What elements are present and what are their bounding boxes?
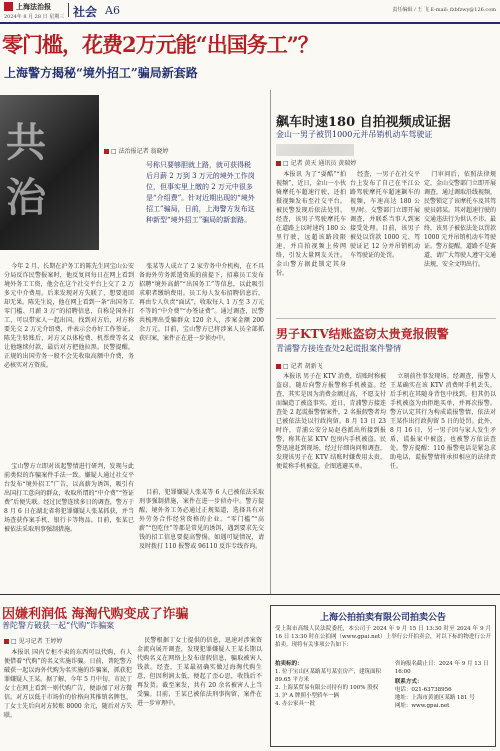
date-line: 2024年 8 月 28 日 星期三 [4,14,65,20]
lead-intro: 号称只要够胆就上路，就可获得税后月薪 2 万到 3 万元的境外工作岗位，但事实里上缴的 2 万元中很多是“介绍费”。针对近期出现的“境外招工”骗局，日前，上海警方发布这种新型“境外招工”骗局的新套路。 [146,161,255,224]
auction-contact: 电话：021-63738956 [394,687,452,693]
right1-column-3: 门审问后，依照法律规定，金山交警部门立即开展调查，通过调取沿线视频，民警锁定了该摩托车及其驾驶员韩某。其对超速行驶的交通违法行为供认不讳。最终，该男子被依法处以罚款 1000 元并吊销机动车驾驶证。警方提醒，道路不是赛道，请广大驾驶人遵守交通法规，安全文明出行。 [424,171,496,268]
right2-column-2: 立刻前往事发现场。经调查，报警人王某确实在该 KTV 消费时手机丢失，后手机在其随身背包中找到，但其仍以手机被盗为由拒绝买单，并再次报警。警方认定其行为构成谎报警情，依法对王某作出行政拘留 5 日的处罚。此外，8 月 16 日，另一男子因与家人发生矛盾，谎报家中被盗，也被警方依法查处。警方提醒：110 报警电话是紧急求助电话，谎报警情将承担相应的法律责任。 [390,373,496,470]
auction-title: 上海公拍拍卖有限公司拍卖公告 [319,613,446,623]
lead-column-3: 张某等人成立了 2 家劳务中介机构，在不具备海外劳务派遣资质的前提下，招募员工发布招聘“境外高薪”“出国务工”等信息，以此吸引求职者缴纳费用。员工每人发布招聘信息后，再由专人负责“面试”，收取每人 1 万至 3 万元不等的“中介费”“办签证费”。通过调查，民警共梳理出受骗群众 120 余人，涉案金额 200 余万元。目前，宝山警方已将涉案人员全部抓获归案，案件正在进一步侦办中。 [139,263,264,342]
byline-icon [276,161,281,166]
auction-item: 4. 办公家具一批 [275,701,315,707]
bottom-title: 因嫌利润低 海淘代购变成了诈骗 [2,607,189,622]
byline-icon [4,639,9,644]
bottom-column-1: 本报讯 国内专柜不卖的东西可以代购，有人便借着“代购”的名义实施诈骗。日前，普陀警方破获一起以海外代购为名实施的诈骗案，抓获犯罪嫌疑人王某。据了解，今年 5 月中旬，市民丁女士在网上看到一则代购广告，便添加了对方微信。对方以低于市场价的价格向其推销名牌包，丁女士先后向对方转账 8000 余元，随后对方失联。 [4,649,132,719]
right2-column-1: 本报讯 男子在 KTV 消费，结账时称被盗窃，随后向警方报警称手机被盗。经查，其实是因为消费金额过高，不愿支付而编造了被盗事实。近日，青浦警方接连查处 2 起谎报警情案件，2 名报假警者均已被依法处以行政拘留。8 月 13 日 23 时许，青浦公安分局赵巷派出所接到报警，称其在某 KTV 包房内手机被盗。民警迅速赶到现场，经过仔细询问和调查，发现该男子在 KTV 结账时嫌费用太贵，便谎称手机被盗，企图逃避买单。 [276,373,386,470]
auction-contact: 地址：上海市黄浦区某路 181 号 [394,695,475,701]
auction-item: 1. 位于宝山区某路某号某室房产，建筑面积 89.65 平方米 [275,669,381,683]
bottom-byline: □ 见习记者 王婷婷 [4,636,62,645]
auction-items-title: 拍卖标的： [275,661,303,667]
masthead-logo [4,2,13,11]
photo-watermark: 共 治 [6,119,46,221]
lead-title: 零门槛，花费2万元能“出国务工”？ [2,32,318,57]
right1-byline: □ 记者 黄天 通讯员 黄瑞婷 [276,158,356,167]
auction-contact-title: 联系方式： [394,679,423,685]
auction-item: 2. 上海某贸易有限公司持有的 100% 股权 [275,685,379,691]
editors-line: 责任编辑 / 王 飞 E-mail: fzbfzwy@126.com [392,7,496,13]
auction-deadline: 咨询报名截止日：2024 年 9 月 13 日 16:00 [394,661,489,675]
lead-photo [0,95,99,250]
lead-column-2: 宝山警方立即对该起警情进行研判，发现与此前类似的诈骗案件手法一致。嫌疑人通过社交平台发布“境外招工”广告，以高薪为诱饵，吸引有出国打工意向的群众，收取所谓的“中介费”“签证费”后便失联。经过民警连续多日的调查，警方于 8 月 6 日在湖北省将犯罪嫌疑人张某抓获，并当场查获作案手机、银行卡等物品。目前，张某已被依法采取刑事强制措施。 [4,463,134,533]
bottom-subtitle: 普陀警方破获一起“代购”诈骗案 [2,621,115,630]
auction-body: 受上海市高级人民法院委托，本公司于 2024 年 9 月 15 日 13:30 时至 2024 年 9 月 16 日 13:30 时在公拍网（www.gpai.net）上举行公开拍卖会，对以下标的物进行公开拍卖。现将有关事项公告如下： [275,626,491,648]
right1-title: 飙车时速180 自拍视频成证据 [276,115,451,130]
byline-icon [276,364,281,369]
bottom-column-2: 民警根据丁女士提供的信息，迅速对涉案资金流向展开调查，发现犯罪嫌疑人王某长期以代购名义在网络上发布虚假信息，骗取被害人钱款。经查，王某最初确实做过海淘代购生意，但因利润太低，便起了歪心思，收钱后不再发货。截至案发，共有 20 余名被害人上当受骗。目前，王某已被依法刑事拘留，案件在进一步审理中。 [137,637,262,707]
auction-notice [270,605,496,747]
right1-subtitle: 金山一男子被罚1000元并吊销机动车驾驶证 [276,130,433,139]
auction-item: 3. 沪 A 牌照小型轿车一辆 [275,693,339,699]
right2-subtitle: 青浦警方接连查处2起谎报案件警情 [276,344,402,353]
lead-column-4: 目前，犯罪嫌疑人张某等 6 人已被依法采取刑事强制措施，案件在进一步侦办中。警方提醒，境外务工务必通过正规渠道，选择具有对外劳务合作经营资格的企业。“零门槛”“高薪”“包吃住”等都是常见的诱饵，遇到要求先交钱的招工信息要提高警惕。如遇可疑情况，请及时拨打 110 报警或 96110 反诈专线咨询。 [139,489,264,550]
lead-byline: □ 法治报记者 翁晓婷 [104,146,168,155]
section-name: 社会 [73,5,98,19]
lead-column-1: 今年 2 月，长期在沪务工的陈先生同宝山公安分局反诈民警报案时，他反复问每日在网上看到境外务工工资，他会在这个社交平台上交了 2 万多元中介费用。后来发现对方失联了，想要追回却无果。陈先生说，他在网上看到一条“出国务工零门槛、月薪 3 万“的招聘信息，自称是国外打工，可以带家人一起出国。找到对方后，对方称要先交 2 万元介绍费，并表示会办好工作签证。陈先生转账后，对方又以体检费、机票费等名义让他继续付款，最后对方把他拉黑。民警提醒，正规的出国劳务一般不会先收取高额中介费，务必核实对方资质。 [4,263,134,369]
page-number: A6 [105,4,120,17]
right2-title: 男子KTV结账盗窃太贵竟报假警 [276,327,449,341]
right2-byline: □ 记者 胡新飞 [276,361,322,370]
right1-column-2: 经查，一男子在社交平台上发布了自己在平江公路驾驶摩托车超速飙车的视频，车速高达 180 公里/时。交警部门立即开展调查，并联系当事人到案接受处理。目前，该男子被处以罚款 1000 元、驾驶证记 12 分并吊销机动车驾驶证的处罚。 [350,171,420,259]
byline-icon [104,149,109,154]
auction-contact: 网址：www.gpai.net [394,703,450,709]
right1-photo [276,144,354,156]
paper-name: 上海法治报 [16,2,51,11]
lead-subtitle: 上海警方揭秘“境外招工”骗局新套路 [4,66,198,80]
right1-column-1: 本报讯 为了“耍酷”“拍视频”，近日，金山一小伙骑摩托车超速行驶，还拍摄视频发布至社交平台。被民警发现后依法处罚。经查，该男子驾驶摩托车在道路上以时速约 180 公里行驶，远超该路段限速，并自拍视频上传网络，引发大量网友关注。金山警方据此锁定其身份。 [276,171,346,277]
